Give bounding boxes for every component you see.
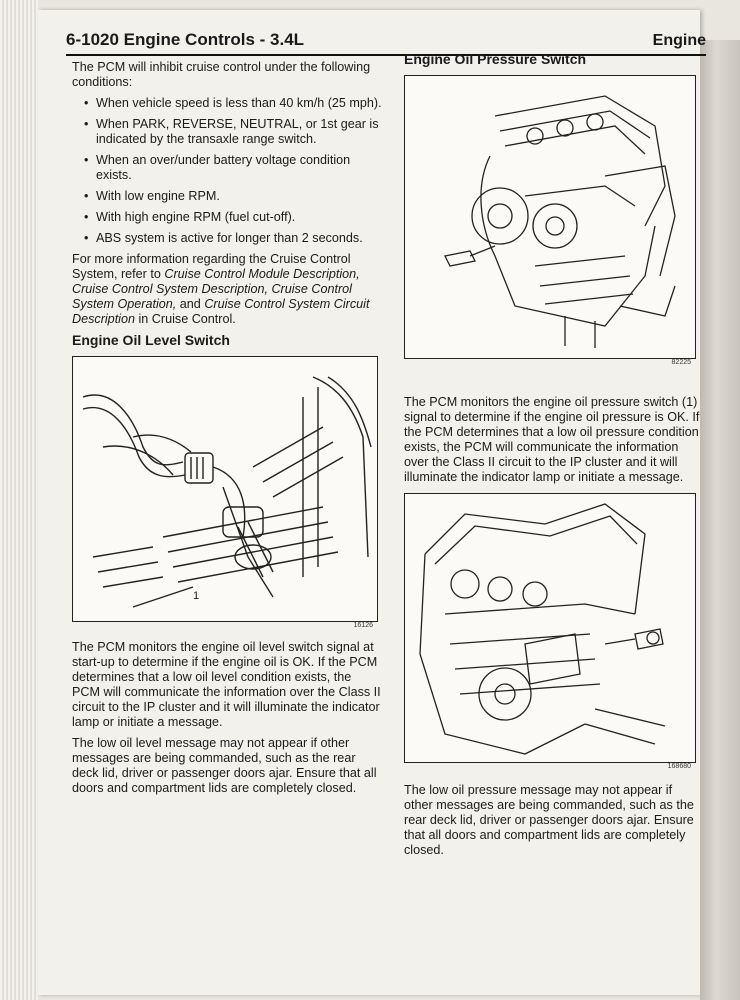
right-column [404, 52, 700, 864]
more-info-lead: For more information regarding the Cruise Control System, refer to [72, 252, 351, 281]
figure-number: 82225 [671, 359, 691, 366]
engine-block-illustration [405, 494, 695, 762]
more-info-and: and [179, 297, 201, 311]
oil-level-switch-illustration [73, 357, 377, 621]
oil-level-switch-heading: Engine Oil Level Switch [72, 332, 230, 348]
figure-number: 16126 [353, 622, 373, 629]
oil-pressure-switch-heading: Engine Oil Pressure Switch [404, 51, 587, 67]
oil-pressure-description: The PCM monitors the engine oil pressure switch (1) signal to determine if the engine oil pressure is OK. If the PCM determines that a low oil pressure condition exists, the PCM will communicate the information over the Class II circuit to the IP cluster and it will illuminate the indicator lamp or initiate a message. [404, 395, 700, 484]
oil-level-description: The PCM monitors the engine oil level switch signal at start-up to determine if the engine oil is OK. If the PCM determines that a low oil level condition exists, the PCM will communicate the information over the Class II circuit to the IP cluster and it will illuminate the indicator lamp or initiate a message. [72, 640, 381, 729]
oil-pressure-note: The low oil pressure message may not appear if other messages are being commanded, such as the rear deck lid, driver or passenger doors ajar. Ensure that all doors and compartment lids are completely closed. [404, 783, 694, 857]
condition-item: • With low engine RPM. [72, 189, 382, 204]
section-label: Engine [652, 32, 706, 49]
book-page-stack-left [0, 0, 38, 1000]
more-info-tail: in Cruise Control. [138, 312, 236, 326]
condition-item: • When PARK, REVERSE, NEUTRAL, or 1st gear is indicated by the transaxle range switch. [72, 117, 382, 147]
cruise-inhibit-intro: The PCM will inhibit cruise control under the following conditions: [72, 60, 371, 89]
book-page-stack-right [700, 40, 740, 1000]
engine-illustration [405, 76, 695, 358]
callout-number: 1 [193, 590, 200, 602]
oil-pressure-switch-location-figure [404, 493, 696, 770]
condition-item: • With high engine RPM (fuel cut-off). [72, 210, 382, 225]
condition-item: • When vehicle speed is less than 40 km/h (25 mph). [72, 96, 382, 111]
ref-cruise-module: Cruise Control Module Description, [164, 267, 360, 281]
oil-level-note: The low oil level message may not appear if other messages are being commanded, such as the rear deck lid, driver or passenger doors ajar. Ensure that all doors and compartment lids are completely closed. [72, 736, 377, 795]
oil-level-switch-figure [72, 356, 378, 629]
figure-number: 168680 [667, 763, 691, 770]
condition-item: • When an over/under battery voltage condition exists. [72, 153, 382, 183]
ref-cruise-circuit: Cruise Control System Circuit Description [72, 297, 370, 326]
cruise-inhibit-conditions [72, 96, 382, 246]
condition-item: • ABS system is active for longer than 2 seconds. [72, 231, 382, 246]
cruise-more-info [72, 252, 382, 327]
page-title: 6-1020 Engine Controls - 3.4L [66, 30, 305, 49]
left-column [72, 60, 382, 802]
oil-pressure-engine-figure [404, 75, 696, 366]
ref-cruise-system: Cruise Control System Description, Cruise Control System Operation, [72, 282, 352, 311]
